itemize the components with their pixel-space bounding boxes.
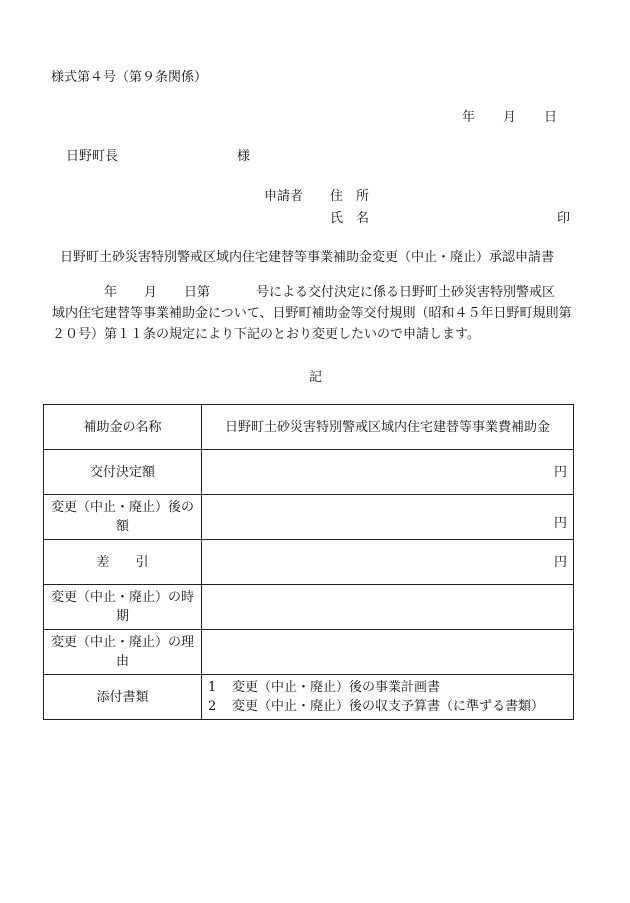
body-day-label: 日第: [184, 285, 211, 300]
ki-heading: 記: [309, 370, 323, 385]
table-row: [44, 540, 574, 585]
table-value-cell: 日野町土砂災害特別警戒区域内住宅建替等事業費補助金: [202, 405, 574, 450]
table-value-cell: [202, 630, 574, 675]
body-line-1: [52, 282, 582, 303]
table-value-cell: [202, 495, 574, 540]
table-label-cell: 添付書類: [44, 675, 202, 720]
table-value-cell: 円: [202, 450, 574, 495]
addressee-honorific: 様: [237, 149, 251, 164]
applicant-label: 申請者: [264, 189, 304, 204]
date-day-label: 日: [544, 110, 558, 125]
applicant-address-label: 住 所: [330, 189, 370, 204]
table-label-cell: 変更（中止・廃止）後の額: [44, 495, 202, 540]
applicant-name-label: 氏 名: [330, 211, 370, 226]
table-row: [44, 675, 574, 720]
table-row: [44, 630, 574, 675]
table-value-cell: [202, 585, 574, 630]
table-label-cell: 変更（中止・廃止）の時期: [44, 585, 202, 630]
body-line-2: 域内住宅建替等事業補助金について、日野町補助金等交付規則（昭和４５年日野町規則第: [52, 306, 572, 321]
application-table: [43, 404, 574, 720]
body-year-label: 年: [104, 285, 118, 300]
table-label-cell: 交付決定額: [44, 450, 202, 495]
body-month-label: 月: [144, 285, 158, 300]
date-line: [462, 106, 557, 125]
body-paragraph: [52, 282, 582, 345]
yen-unit: 円: [553, 515, 567, 531]
table-label-cell: 変更（中止・廃止）の理由: [44, 630, 202, 675]
list-item: [208, 697, 567, 716]
seal-mark: 印: [557, 211, 571, 226]
body-line-3: ２０号）第１１条の規定により下記のとおり変更したいので申請します。: [52, 327, 480, 342]
list-item-number: 1: [208, 680, 217, 695]
table-row: [44, 450, 574, 495]
table-row: [44, 495, 574, 540]
body-line-1-rest: 号による交付決定に係る日野町土砂災害特別警戒区: [256, 285, 556, 300]
table-row: [44, 585, 574, 630]
form-number: 様式第４号（第９条関係）: [51, 70, 208, 85]
table-label-cell: 補助金の名称: [44, 405, 202, 450]
table-value-cell: 円: [202, 540, 574, 585]
list-item-text: 変更（中止・廃止）後の収支予算書（に準ずる書類）: [232, 699, 545, 714]
date-year-label: 年: [462, 110, 476, 125]
table-label-cell: 差 引: [44, 540, 202, 585]
list-item-number: 2: [208, 699, 217, 714]
table-value-cell: [202, 675, 574, 720]
date-month-label: 月: [503, 110, 517, 125]
list-item: [208, 678, 567, 697]
document-title: 日野町土砂災害特別警戒区域内住宅建替等事業補助金変更（中止・廃止）承認申請書: [60, 250, 555, 265]
addressee-name: 日野町長: [66, 149, 119, 164]
list-item-text: 変更（中止・廃止）後の事業計画書: [232, 680, 441, 695]
table-row: [44, 405, 574, 450]
